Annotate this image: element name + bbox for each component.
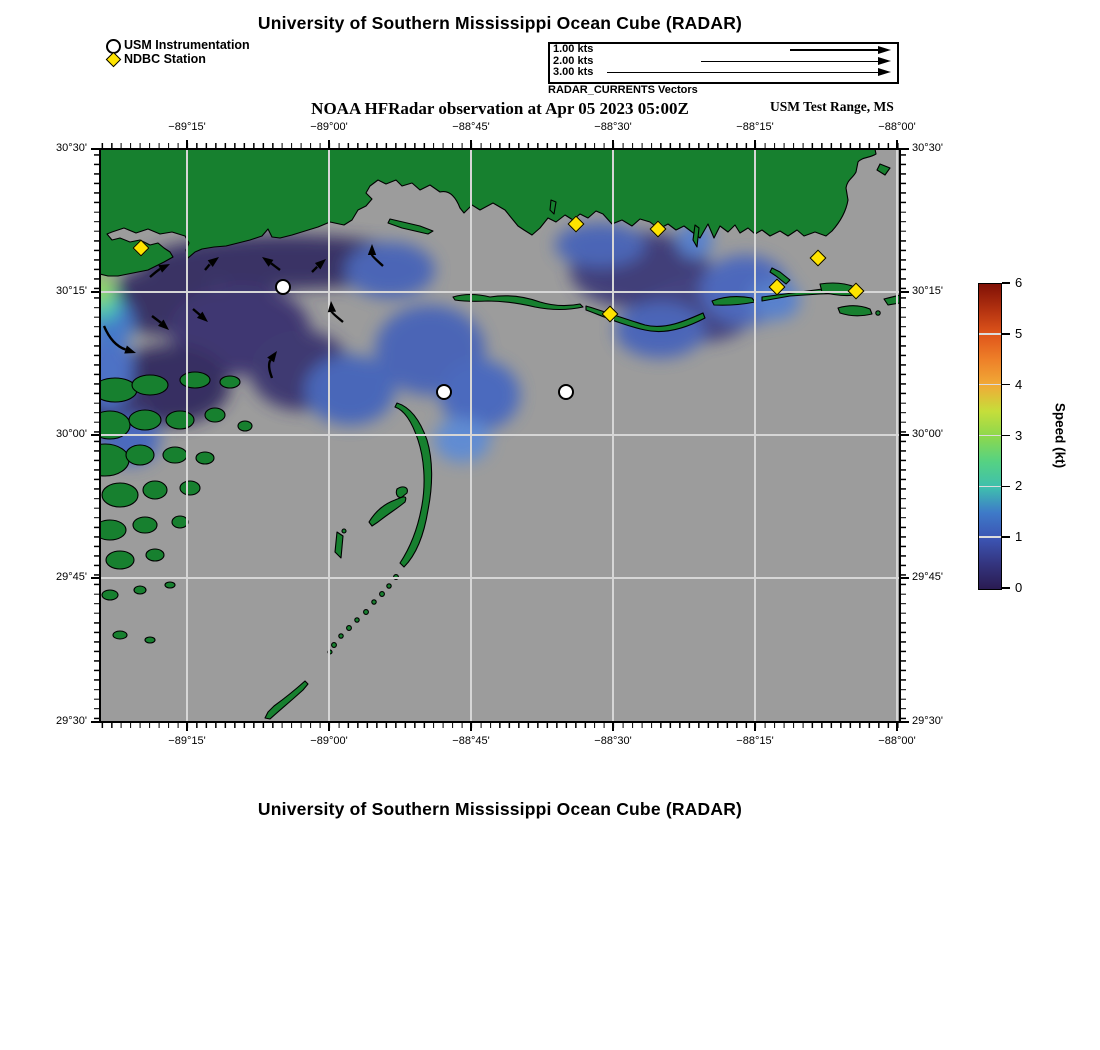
station-markers: [100, 149, 900, 722]
lon-tick-label: −89°00': [310, 735, 348, 747]
scale-row-arrowhead: [878, 68, 891, 76]
usm-instrumentation-label: USM Instrumentation: [124, 38, 250, 52]
major-tick-left: [91, 291, 100, 293]
observation-title: NOAA HFRadar observation at Apr 05 2023 05:00Z: [311, 99, 689, 118]
lat-tick-label: 30°30': [56, 142, 87, 154]
colorbar-tick: [1002, 384, 1010, 386]
colorbar-tick: [1002, 282, 1010, 284]
lon-tick-label: −88°15': [736, 121, 774, 133]
lon-tick-label: −89°15': [168, 121, 206, 133]
colorbar-tick: [1002, 587, 1010, 589]
lon-tick-label: −89°15': [168, 735, 206, 747]
major-tick-top: [328, 140, 330, 149]
ndbc-station-marker: [810, 250, 827, 267]
major-tick-bottom: [754, 722, 756, 731]
colorbar-tick-label: 1: [1015, 529, 1023, 545]
lon-tick-label: −89°00': [310, 121, 348, 133]
lat-tick-label: 29°45': [912, 571, 943, 583]
colorbar-tick-label: 6: [1015, 275, 1023, 290]
colorbar-gridline: [979, 384, 1001, 386]
colorbar-tick: [1002, 333, 1010, 335]
colorbar-tick: [1002, 536, 1010, 538]
major-tick-bottom: [612, 722, 614, 731]
usm-station-marker: [558, 384, 574, 400]
usm-instrumentation-icon: [106, 39, 119, 52]
major-tick-right: [900, 291, 909, 293]
scale-row-label: 1.00 kts: [553, 43, 594, 55]
page-title: University of Southern Mississippi Ocean Cube (RADAR): [257, 13, 743, 33]
ndbc-station-marker: [133, 240, 150, 257]
scale-row-line: [701, 61, 878, 63]
lat-tick-label: 30°15': [56, 285, 87, 297]
lat-tick-label: 30°00': [56, 428, 87, 440]
lon-tick-label: −88°45': [452, 121, 490, 133]
lon-tick-label: −88°30': [594, 121, 632, 133]
ndbc-station-marker: [848, 283, 865, 300]
colorbar: [978, 283, 1002, 590]
colorbar-tick-label: 0: [1015, 580, 1023, 595]
map-canvas: [100, 149, 900, 722]
major-tick-bottom: [328, 722, 330, 731]
lon-tick-label: −88°00': [878, 121, 916, 133]
major-tick-left: [91, 148, 100, 150]
lat-tick-label: 29°45': [56, 571, 87, 583]
lat-tick-label: 30°00': [912, 428, 943, 440]
lat-tick-label: 30°30': [912, 142, 943, 154]
colorbar-tick-label: 5: [1015, 325, 1023, 341]
lon-tick-label: −88°15': [736, 735, 774, 747]
vector-scale-caption: RADAR_CURRENTS Vectors: [548, 84, 698, 96]
scale-row-arrowhead: [878, 46, 891, 54]
major-tick-right: [900, 434, 909, 436]
lon-tick-label: −88°30': [594, 735, 632, 747]
major-tick-top: [896, 140, 898, 149]
lon-tick-label: −88°45': [452, 735, 490, 747]
test-range-label: USM Test Range, MS: [770, 99, 894, 114]
scale-row-arrowhead: [878, 57, 891, 65]
scale-row-line: [607, 72, 878, 74]
ndbc-station-icon: [108, 54, 119, 65]
colorbar-tick: [1002, 486, 1010, 488]
usm-station-marker: [275, 279, 291, 295]
scale-row-line: [790, 49, 878, 51]
ndbc-station-marker: [568, 216, 585, 233]
major-tick-top: [754, 140, 756, 149]
colorbar-gridline: [979, 435, 1001, 437]
ndbc-station-marker: [650, 221, 667, 238]
colorbar-title: Speed (kt): [1052, 402, 1068, 469]
axis-minor-ticks-top: [100, 143, 900, 148]
usm-station-marker: [436, 384, 452, 400]
scale-row-label: 2.00 kts: [553, 54, 594, 67]
colorbar-tick-label: 2: [1015, 478, 1023, 494]
axis-minor-ticks-bottom: [100, 723, 900, 728]
lon-tick-label: −88°00': [878, 735, 916, 747]
lat-tick-label: 30°15': [912, 285, 943, 297]
major-tick-left: [91, 721, 100, 723]
major-tick-top: [612, 140, 614, 149]
major-tick-bottom: [470, 722, 472, 731]
lat-tick-label: 29°30': [912, 715, 943, 727]
scale-row-label: 3.00 kts: [553, 65, 594, 78]
major-tick-top: [186, 140, 188, 149]
colorbar-tick: [1002, 435, 1010, 437]
major-tick-top: [470, 140, 472, 149]
colorbar-gridline: [979, 333, 1001, 335]
lat-tick-label: 29°30': [56, 715, 87, 727]
ndbc-station-marker: [602, 306, 619, 323]
colorbar-tick-label: 3: [1015, 427, 1023, 443]
ndbc-station-label: NDBC Station: [124, 52, 206, 66]
ndbc-station-marker: [769, 279, 786, 296]
major-tick-right: [900, 721, 909, 723]
major-tick-left: [91, 577, 100, 579]
bottom-title: University of Southern Mississippi Ocean Cube (RADAR): [257, 799, 743, 819]
colorbar-tick-label: 4: [1015, 376, 1023, 392]
major-tick-bottom: [186, 722, 188, 731]
major-tick-right: [900, 148, 909, 150]
major-tick-bottom: [896, 722, 898, 731]
major-tick-right: [900, 577, 909, 579]
major-tick-left: [91, 434, 100, 436]
colorbar-gridline: [979, 536, 1001, 538]
colorbar-gridline: [979, 486, 1001, 488]
